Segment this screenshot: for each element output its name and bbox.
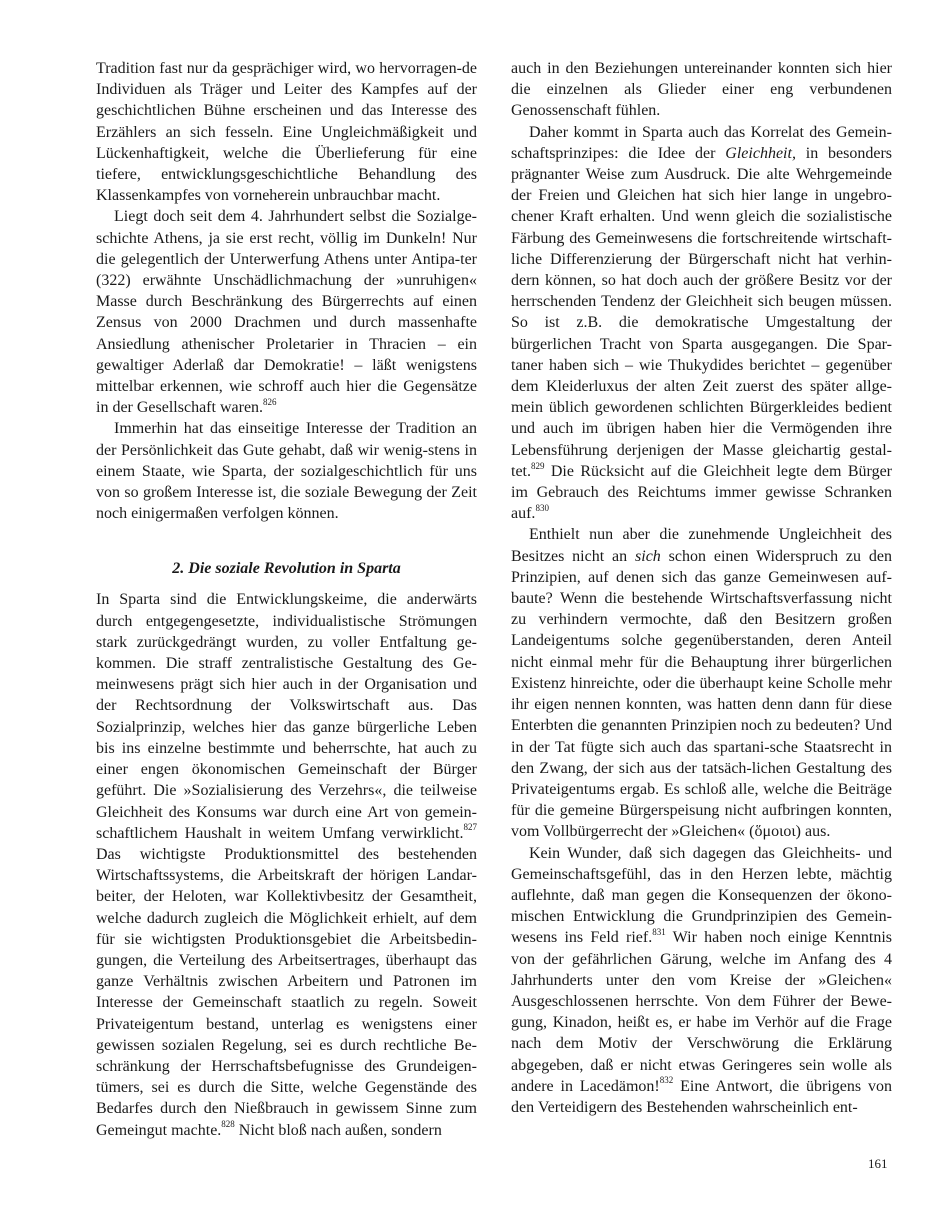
- page-number: 161: [868, 1156, 888, 1171]
- footnote-ref: 826: [263, 396, 277, 407]
- paragraph-text: Wir haben noch einige Kenntnis von der gefährlichen Gärung, welche im Anfang des 4 Jahrhunderts unter den vom Kreise der »Gleichen« Ausgeschlossenen herrschte. Von dem Führer der Bewe-gung, Kinadon, heißt es, er habe im Verhör auf die Frage nach dem Motiv der Verschwörung die Erklärung abgegeben, daß er nicht etwas Geringeres sein wolle als andere in Lacedämon!: [511, 929, 893, 1095]
- paragraph: [96, 206, 477, 418]
- paragraph-text: Liegt doch seit dem 4. Jahrhundert selbst die Sozialge-schichte Athens, ja sie erst recht, völlig im Dunkeln! Nur die gelegentlich der Unterwerfung Athens unter Antipa-ter (322) erwähnte Unschädlichmachung der »unruhigen« Masse durch Beschränkung des Bürgerrechts auf einen Zensus von 2000 Drachmen und durch massenhafte Ansiedlung athenischer Proletarier in Thracien – ein gewaltiger Aderlaß dar Demokratie! – läßt wenigstens mittelbar erkennen, wie schroff auch hier die Gegensätze in der Gesellschaft waren.: [96, 208, 477, 417]
- right-column: [511, 58, 892, 1118]
- paragraph-text: Eine Antwort, die übrigens von den Verteidigern des Bestehenden wahrscheinlich ent-: [511, 1077, 892, 1116]
- footnote-ref: 830: [535, 502, 549, 513]
- footnote-ref: 827: [463, 822, 477, 833]
- paragraph-text: Das wichtigste Produktionsmittel des bestehenden Wirtschaftssystems, die Arbeitskraft der hörigen Landar-beiter, der Heloten, war Kollektivbesitz der Gesamtheit, welche dadurch zugleich die Möglichkeit erhielt, auf dem für sie wichtigsten Produktionsgebiet die Arbeitsbedin-gungen, die Verteilung des Arbeitsertrages, überhaupt das ganze Verhältnis zwischen Arbeitern und Patronen im Interesse der Gemeinschaft staatlich zu regeln. Soweit Privateigentum bestand, unterlag es wenigstens einer gewissen sozialen Regelung, sei es durch rechtliche Be-schränkung der Herrschaftsbefugnisse des Grundeigen-tümers, sei es durch die Sitte, welche Gegenstände des Bedarfes durch den Nießbrauch in gewissem Sinne zum Gemeingut machte.: [96, 845, 477, 1139]
- paragraph: auch in den Beziehungen untereinander konnten sich hier die einzelnen als Glieder einer eng verbundenen Genossenschaft fühlen.: [511, 60, 892, 120]
- paragraph-text: In Sparta sind die Entwicklungskeime, die anderwärts durch entgegengesetzte, individualistische Strömungen stark zurückgedrängt wurden, zu voller Entfaltung ge-kommen. Die straff zentralistische Gestaltung des Ge-meinwesens prägt sich hier auch in der Organisation und der Rechtsordnung der Volkswirtschaft aus. Das Sozialprinzip, welches hier das ganze bürgerliche Leben bis ins einzelne bestimmte und beherrschte, hat auch zu einer engen ökonomischen Gemeinschaft der Bürger geführt. Die »Sozialisierung des Verzehrs«, die teilweise Gleichheit des Konsums war durch eine Art von gemein-schaftlichem Haushalt in weitem Umfang verwirklicht.: [96, 591, 477, 842]
- emphasis: Gleichheit,: [725, 144, 796, 162]
- paragraph: [511, 524, 892, 842]
- paragraph-text: Enthielt nun aber die zunehmende Ungleichheit des Besitzes nicht an: [511, 526, 892, 565]
- paragraph-text: Nicht bloß nach außen, sondern: [234, 1121, 442, 1139]
- footnote-ref: 831: [652, 927, 666, 937]
- paragraph-text: schon einen Widerspruch zu den Prinzipien, auf denen sich das ganze Gemeinwesen auf-baute? Wenn die bestehende Wirtschaftsverfassung nicht zu verhindern vermochte, daß den Besitzern großen Landeigentums solche gegenüberstanden, deren Anteil nicht einmal mehr für die Behauptung ihrer bürgerlichen Existenz hinreichte, oder die überhaupt keine Scholle mehr ihr eigen nennen konnten, was hatten denn dann für diese Enterbten die genannten Prinzipien noch zu bedeuten? Und in der Tat fügte sich auch das spartani-sche Staatsrecht in den Zwang, der sich aus der tatsäch-lichen Gestaltung des Privateigentums ergab. Es schloß alle, welche die Beiträge für die gemeine Bürgerspeisung nicht aufbringen konnten, vom Vollbürgerrecht der »Gleichen« (ὅμοιοι) aus.: [511, 547, 892, 841]
- paragraph-text: Kein Wunder, daß sich dagegen das Gleichheits- und Gemeinschaftsgefühl, das in den Herzen lebte, mächtig auflehnte, daß man gegen die Konsequenzen der ökono-mischen Entwicklung die Grundprinzipien des Gemein-wesens ins Feld rief.: [511, 844, 892, 947]
- footnote-ref: 828: [221, 1119, 235, 1130]
- paragraph: [511, 122, 892, 525]
- left-column: [96, 58, 477, 1141]
- emphasis: sich: [635, 547, 661, 565]
- paragraph: [511, 843, 892, 1119]
- paragraph: [96, 589, 477, 1140]
- paragraph: Immerhin hat das einseitige Interesse der Tradition an der Persönlichkeit das Gute gehabt, daß wir wenig-stens in einem Staate, wie Sparta, der sozialgeschichtlich für uns von so großem Interesse ist, die soziale Bewegung der Zeit noch einigermaßen verfolgen können.: [96, 420, 477, 523]
- footnote-ref: 832: [659, 1075, 674, 1086]
- paragraph-text: Daher kommt in Sparta auch das Korrelat des Gemein-schaftsprinzipes: die Idee der: [511, 123, 892, 162]
- footnote-ref: 829: [531, 460, 545, 471]
- section-heading: 2. Die soziale Revolution in Sparta: [172, 560, 401, 578]
- paragraph-text: in besonders prägnanter Weise zum Ausdruck. Die alte Wehrgemeinde der Freien und Gleichen hat sich hier lange in ungebro-chener Kraft erhalten. Und wenn gleich die sozialistische Färbung des Gemeinwesens die fortschreitende wirtschaft-liche Differenzierung der Bürgerschaft nicht hat verhin-dern können, so hat doch auch der größere Besitz vor der herrschenden Tendenz der Gleichheit sich beugen müssen. So ist z.B. die demokratische Umgestaltung der bürgerlichen Tracht von Sparta ausgegangen. Die Spar-taner haben sich – wie Thukydides berichtet – gegenüber dem Kleiderluxus der alten Zeit zuerst des später allge-mein üblich gewordenen schlichten Bürgerkleides bedient und auch im übrigen haben hier die Vermögenden ihre Lebensführung derjenigen der Masse gleichartig gestal-tet.: [511, 144, 892, 480]
- paragraph: Tradition fast nur da gesprächiger wird, wo hervorragen-de Individuen als Träger und Leiter des Kampfes auf der geschichtlichen Bühne erscheinen und das Interesse des Erzählers an sich fesseln. Eine Ungleichmäßigkeit und Lückenhaftigkeit, welche die Überlieferung für eine tiefere, entwicklungsgeschichtliche Behandlung des Klassenkampfes von vorneherein unbrauchbar macht.: [96, 60, 477, 205]
- paragraph-text: Die Rücksicht auf die Gleichheit legte dem Bürger im Gebrauch des Reichtums immer gewisse Schranken auf.: [511, 462, 892, 523]
